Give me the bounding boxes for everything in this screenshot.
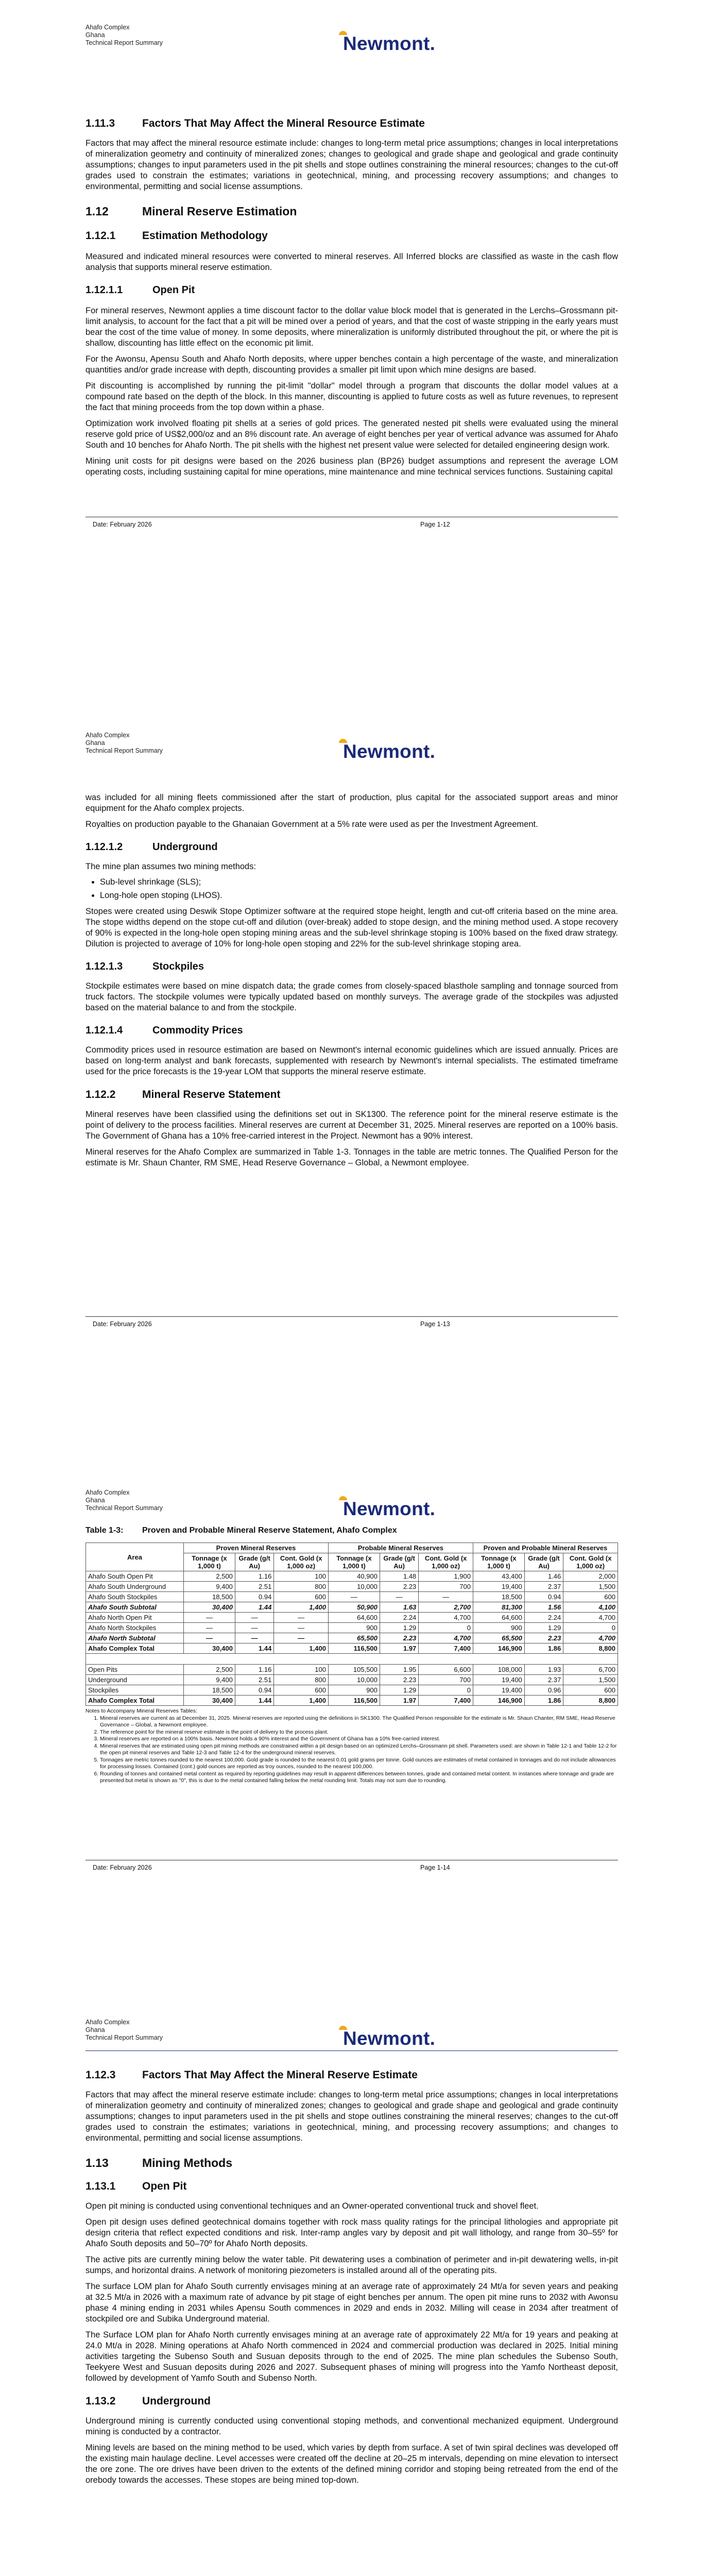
page-header <box>76 732 627 760</box>
table-cell: 600 <box>274 1592 329 1602</box>
table-cell: 8,800 <box>563 1643 618 1654</box>
table-cell: 1.48 <box>380 1571 418 1582</box>
paragraph: For the Awonsu, Apensu South and Ahafo North deposits, where upper benches contain a high percentage of the waste, and mineralization quantities and/or grade increase with depth, discounting provides a smaller pit limit upon which mine designs are based. <box>85 354 618 375</box>
table-cell: 18,500 <box>473 1592 524 1602</box>
table-row <box>86 1582 618 1592</box>
note-item: 6. Rounding of tonnes and contained metal content as required by reporting guidelines may result in apparent differences between tonnes, grade and contained metal content. In instances where tonnage and grade are presented but metal is shown as "0", this is due to the metal contained falling below the metal rounding limit. Totals may not sum due to rounding. <box>100 1771 618 1785</box>
notes-title: Notes to Accompany Mineral Reserves Tables: <box>85 1708 197 1714</box>
table-cell: 2,700 <box>419 1602 473 1613</box>
paragraph: Mining levels are based on the mining method to be used, which varies by depth from surface. A set of twin spiral declines was developed off the existing main haulage decline. Level accesses were created off the decline at 20–25 m intervals, depending on mine elevation to intersect the ore zone. The ore drives have been driven to the extents of the defined mining corridor and stoping being retreated from the end of the orebody towards the accesses. These stopes are being mined top-down. <box>85 2443 618 2485</box>
table-cell: 700 <box>419 1582 473 1592</box>
table-caption <box>85 1526 618 1535</box>
table-cell: 0 <box>419 1685 473 1696</box>
table-cell: 1.97 <box>380 1643 418 1654</box>
table-cell: 1.44 <box>235 1643 273 1654</box>
table-cell: 900 <box>328 1623 380 1633</box>
table-cell: 1,500 <box>563 1582 618 1592</box>
table-row-label: Ahafo South Underground <box>86 1582 184 1592</box>
table-cell: — <box>184 1623 235 1633</box>
table-row-label: Ahafo North Stockpiles <box>86 1623 184 1633</box>
header-text <box>85 1489 163 1512</box>
paragraph: For mineral reserves, Newmont applies a time discount factor to the dollar value block model that is generated in the Lerchs–Grossmann pit-limit analysis, to account for the fact that a pit will be mined over a period of years, and that the cost of waste stripping in the early years must bear the cost of the time value of money. In some deposits, where mineralization is uniformly distributed throughout the pit, or where the pit is shallow, discounting has little effect on the economic pit limit. <box>85 306 618 348</box>
section-heading: 1.12.1 Estimation Methodology <box>85 230 268 242</box>
table-cell: 30,400 <box>184 1696 235 1706</box>
paragraph: The Surface LOM plan for Ahafo North currently envisages mining at an average rate of approximately 22 Mt/a for 19 years and peaking at 24.0 Mt/a in 2028. Mining operations at Ahafo North commenced in 2024 and commercial production was declared in 2025. Initial mining activities targeting the Subenso South and Susuan deposits through to the end of 2025. The mine plan schedules the Subenso South, Teekyere West and Susuan deposits during 2026 and 2027. Subsequent phases of mining will progress into the Yamfo Northeast deposit, followed by development of Yamfo South and Subenso North. <box>85 2330 618 2383</box>
footer-date: Date: February 2026 <box>93 1320 152 1328</box>
table-cell: 1.56 <box>524 1602 563 1613</box>
table-cell: 40,900 <box>328 1571 380 1582</box>
table-cell: 1.29 <box>380 1685 418 1696</box>
table-cell: 30,400 <box>184 1643 235 1654</box>
header-text <box>85 2019 163 2042</box>
page-header <box>76 24 627 53</box>
page-header <box>76 1489 627 1518</box>
table-cell: 105,500 <box>328 1665 380 1675</box>
table-cell: 1.86 <box>524 1696 563 1706</box>
table-cell: 0.94 <box>235 1592 273 1602</box>
list-item: • Long-hole open stoping (LHOS). <box>100 889 618 902</box>
table-cell: 1.16 <box>235 1571 273 1582</box>
footer-page-number: Page 1-12 <box>420 521 450 528</box>
table-cell: 1.29 <box>524 1623 563 1633</box>
table-row <box>86 1633 618 1643</box>
table-cell: 0.96 <box>524 1685 563 1696</box>
table-cell: 900 <box>328 1685 380 1696</box>
table-cell: 1.46 <box>524 1571 563 1582</box>
table-cell: 2.23 <box>380 1675 418 1685</box>
table-cell: 146,900 <box>473 1643 524 1654</box>
table-cell: 2.23 <box>380 1633 418 1643</box>
table-cell: 10,000 <box>328 1675 380 1685</box>
table-cell: 0.94 <box>524 1592 563 1602</box>
table-row <box>86 1675 618 1685</box>
newmont-logo: Newmont. <box>343 1498 436 1519</box>
table-cell: — <box>184 1613 235 1623</box>
table-row-label: Ahafo North Subtotal <box>86 1633 184 1643</box>
table-header-cell: Grade (g/t Au) <box>235 1553 273 1571</box>
table-row <box>86 1685 618 1696</box>
table-cell: 2.51 <box>235 1582 273 1592</box>
header-country: Ghana <box>85 2026 105 2033</box>
footer-date: Date: February 2026 <box>93 521 152 528</box>
table-row-label: Ahafo South Subtotal <box>86 1602 184 1613</box>
table-row <box>86 1602 618 1613</box>
section-heading: 1.13 Mining Methods <box>85 2156 233 2170</box>
table-cell: 2.37 <box>524 1675 563 1685</box>
table-cell: 2.23 <box>380 1582 418 1592</box>
section-heading: 1.12.1.2 Underground <box>85 841 218 853</box>
note-item: 1. Mineral reserves are current as at December 31, 2025. Mineral reserves are reported using the definitions in SK1300. The Qualified Person responsible for the estimate is Mr. Shaun Chanter, RM SME, Head Reserve Governance – Global, a Newmont employee. <box>100 1715 618 1729</box>
table-cell: — <box>235 1623 273 1633</box>
table-cell: 18,500 <box>184 1592 235 1602</box>
table-spacer <box>86 1654 618 1665</box>
table-cell: 81,300 <box>473 1602 524 1613</box>
table-cell: 65,500 <box>328 1633 380 1643</box>
table-cell: 1.44 <box>235 1602 273 1613</box>
note-item: 5. Tonnages are metric tonnes rounded to the nearest 100,000. Gold grade is rounded to the nearest 0.01 gold grams per tonne. Gold ounces are estimates of metal contained in tonnages and do not include allowances for processing losses. Contained (cont.) gold ounces are reported as troy ounces, rounded to the nearest 100,000. <box>100 1757 618 1771</box>
page-1-14 <box>76 1489 627 1896</box>
header-company: Ahafo Complex <box>85 1489 130 1496</box>
table-row <box>86 1571 618 1582</box>
table-row <box>86 1623 618 1633</box>
table-row-label: Open Pits <box>86 1665 184 1675</box>
table-cell: 19,400 <box>473 1685 524 1696</box>
table-header-cell: Tonnage (x 1,000 t) <box>328 1553 380 1571</box>
paragraph: Underground mining is currently conducted using conventional stoping methods, and conventional mechanized equipment. Underground mining is conducted by a contractor. <box>85 2416 618 2436</box>
table-caption-number: Table 1-3: <box>85 1526 124 1535</box>
table-row-label: Ahafo Complex Total <box>86 1643 184 1654</box>
bullet-list <box>85 875 618 902</box>
table-cell: 8,800 <box>563 1696 618 1706</box>
paragraph: The active pits are currently mining below the water table. Pit dewatering uses a combination of perimeter and in-pit dewatering wells, in-pit sumps, and horizontal drains. A network of monitoring piezometers is installed around all of the operating pits. <box>85 2255 618 2275</box>
table-row-label: Ahafo North Open Pit <box>86 1613 184 1623</box>
notes-list <box>85 1715 618 1785</box>
section-heading: 1.12.1.1 Open Pit <box>85 284 195 296</box>
table-cell: — <box>274 1623 329 1633</box>
page-footer <box>85 1316 618 1328</box>
table-cell: — <box>235 1613 273 1623</box>
table-cell: 2.24 <box>380 1613 418 1623</box>
note-item: 4. Mineral reserves that are estimated using open pit mining methods are constrained within a pit design based on an optimized Lerchs–Grossmann pit shell. Parameters used: are shown in Table 12-1 and Table 12-2 for the open pit mineral reserves and Table 12-3 and Table 12-4 for the underground mineral reserves. <box>100 1743 618 1757</box>
table-cell: 800 <box>274 1675 329 1685</box>
table-header-cell: Tonnage (x 1,000 t) <box>184 1553 235 1571</box>
table-row <box>86 1665 618 1675</box>
table-cell: 43,400 <box>473 1571 524 1582</box>
table-header-cell: Cont. Gold (x 1,000 oz) <box>274 1553 329 1571</box>
list-item: • Sub-level shrinkage (SLS); <box>100 875 618 889</box>
table-cell: 1,900 <box>419 1571 473 1582</box>
table-body-by-area <box>86 1571 618 1654</box>
paragraph: Factors that may affect the mineral resource estimate include: changes to long-term metal price assumptions; changes in local interpretations of mineralization geometry and continuity of mineralized zones; changes to geological and grade shape and geological and grade continuity assumptions; changes to input parameters used in the pit shells and stope outlines constraining the mineral resources; changes to the cut-off grades used to constrain the estimates; variations in geotechnical, mining, and processing recovery assumptions; and changes to environmental, permitting and social license assumptions. <box>85 139 618 191</box>
table-header-cell: Cont. Gold (x 1,000 oz) <box>419 1553 473 1571</box>
section-heading: 1.12.1.4 Commodity Prices <box>85 1025 243 1036</box>
paragraph: Mining unit costs for pit designs were based on the 2026 business plan (BP26) budget assumptions and represent the average LOM operating costs, including sustaining capital for mine operations, mine maintenance and mine technical services functions. Sustaining capital <box>85 456 618 477</box>
table-cell: 64,600 <box>473 1613 524 1623</box>
table-cell: 64,600 <box>328 1613 380 1623</box>
table-cell: 600 <box>274 1685 329 1696</box>
paragraph: Mineral reserves for the Ahafo Complex are summarized in Table 1-3. Tonnages in the table are metric tonnes. The Qualified Person for the estimate is Mr. Shaun Chanter, RM SME, Head Reserve Governance – Global, a Newmont employee. <box>85 1147 618 1167</box>
table-cell: 1.97 <box>380 1696 418 1706</box>
table-cell: 4,700 <box>563 1633 618 1643</box>
table-row-label: Ahafo South Stockpiles <box>86 1592 184 1602</box>
table-cell: 146,900 <box>473 1696 524 1706</box>
table-cell: 65,500 <box>473 1633 524 1643</box>
table-cell: 1.44 <box>235 1696 273 1706</box>
table-cell: 0 <box>419 1623 473 1633</box>
table-cell: 600 <box>563 1685 618 1696</box>
table-cell: 1.16 <box>235 1665 273 1675</box>
reserve-table <box>85 1543 618 1706</box>
footer-date: Date: February 2026 <box>93 1864 152 1871</box>
table-cell: 2.23 <box>524 1633 563 1643</box>
table-row <box>86 1592 618 1602</box>
table-cell: — <box>274 1633 329 1643</box>
table-row-label: Ahafo South Open Pit <box>86 1571 184 1582</box>
table-row <box>86 1643 618 1654</box>
header-doc-type: Technical Report Summary <box>85 2034 163 2041</box>
table-header-cell: Proven and Probable Mineral Reserves <box>473 1543 618 1553</box>
table-header-cell: Grade (g/t Au) <box>380 1553 418 1571</box>
table-cell: 1.63 <box>380 1602 418 1613</box>
table-cell: 0.94 <box>235 1685 273 1696</box>
section-heading: 1.12.2 Mineral Reserve Statement <box>85 1089 281 1100</box>
table-cell: 50,900 <box>328 1602 380 1613</box>
table-header-cell: Grade (g/t Au) <box>524 1553 563 1571</box>
table-row-label: Ahafo Complex Total <box>86 1696 184 1706</box>
page-header <box>76 2019 627 2047</box>
header-company: Ahafo Complex <box>85 2019 130 2026</box>
paragraph: Mineral reserves have been classified using the definitions set out in SK1300. The reference point for the mineral reserve estimate is the point of delivery to the process facilities. Mineral reserves are current at December 31, 2025. Mineral reserves are reported on a 100% basis. The Government of Ghana has a 10% free-carried interest in the Project. Newmont has a 90% interest. <box>85 1110 618 1141</box>
paragraph: Pit discounting is accomplished by running the pit-limit "dollar" model through a program that discounts the dollar model values at a compound rate based on the depth of the block. In this manner, discounting is applied to future costs as well as future revenues, to represent the fact that mining proceeds from the top down within a phase. <box>85 381 618 412</box>
paragraph: Optimization work involved floating pit shells at a series of gold prices. The generated nested pit shells were evaluated using the mineral reserve gold price of US$2,000/oz and an 8% discount rate. An average of eight benches per year of vertical advance was assumed for Ahafo South and 10 benches for Ahafo North. The pit shells with the highest net present value were selected for detailed engineering design work. <box>85 419 618 450</box>
table-cell: 4,700 <box>419 1633 473 1643</box>
table-cell: 800 <box>274 1582 329 1592</box>
header-company: Ahafo Complex <box>85 732 130 739</box>
paragraph: Open pit design uses defined geotechnical domains together with rock mass quality ratings for the principal lithologies and appropriate pit design criteria that reflect expected conditions and risk. Inter-ramp angles vary by deposit and pit wall lithology, and range from 30–55º for Ahafo South deposits and 50–70º for Ahafo North deposits. <box>85 2217 618 2248</box>
table-cell: 900 <box>473 1623 524 1633</box>
table-cell: 10,000 <box>328 1582 380 1592</box>
header-company: Ahafo Complex <box>85 24 130 31</box>
header-text <box>85 24 163 47</box>
page-1-13 <box>76 732 627 1370</box>
table-cell: 4,700 <box>419 1613 473 1623</box>
table-cell: 0 <box>563 1623 618 1633</box>
footer-page-number: Page 1-14 <box>420 1864 450 1871</box>
table-row <box>86 1613 618 1623</box>
paragraph: Stopes were created using Deswik Stope Optimizer software at the required stope height, length and cut-off criteria based on the mine area. The stope widths depend on the stope cut-off and dilution (over-break) added to stope design, and the mining method used. A stope recovery of 90% is expected in the long-hole open stoping mining areas and the sub-level shrinkage stoping is 100% based on the fixed draw strategy. Dilution is projected to average of 10% for long-hole open stoping and 22% for the sub-level shrinkage stoping area. <box>85 907 618 948</box>
table-header-cell: Area <box>86 1543 184 1571</box>
table-caption-title: Proven and Probable Mineral Reserve Statement, Ahafo Complex <box>142 1526 397 1535</box>
table-cell: — <box>235 1633 273 1643</box>
page-1-15 <box>76 2019 627 2576</box>
table-cell: 7,400 <box>419 1643 473 1654</box>
table-cell: 100 <box>274 1571 329 1582</box>
table-cell: 1,400 <box>274 1602 329 1613</box>
table-cell: 2,500 <box>184 1571 235 1582</box>
header-doc-type: Technical Report Summary <box>85 1504 163 1512</box>
table-cell: 1,400 <box>274 1643 329 1654</box>
paragraph: Stockpile estimates were based on mine dispatch data; the grade comes from closely-spaced blasthole sampling and tonnage sourced from truck factors. The stockpile volumes were typically updated based on monthly surveys. The average grade of the stockpiles was adjusted based on the material balance to and from the stockpile. <box>85 981 618 1012</box>
table-row-label: Stockpiles <box>86 1685 184 1696</box>
newmont-logo: Newmont. <box>343 741 436 762</box>
table-cell: — <box>274 1613 329 1623</box>
section-heading: 1.11.3 Factors That May Affect the Mineral Resource Estimate <box>85 117 425 129</box>
table-cell: 600 <box>563 1592 618 1602</box>
table-cell: 116,500 <box>328 1696 380 1706</box>
paragraph: Factors that may affect the mineral reserve estimate include: changes to long-term metal price assumptions; changes in local interpretations of mineralization geometry and continuity of mineralized zones; changes to geological and grade shape and geological and grade continuity assumptions; changes to input parameters used in the pit shells and stope outlines constraining the mineral reserves; changes to the cut-off grades used to constrain the estimates; variations in geotechnical, mining, and processing recovery assumptions; and changes to environmental, permitting and social license assumptions. <box>85 2090 618 2143</box>
table-cell: 100 <box>274 1665 329 1675</box>
table-cell: 2.51 <box>235 1675 273 1685</box>
table-cell: 19,400 <box>473 1582 524 1592</box>
table-cell: 108,000 <box>473 1665 524 1675</box>
table-cell: 1.29 <box>380 1623 418 1633</box>
header-doc-type: Technical Report Summary <box>85 39 163 46</box>
paragraph: Measured and indicated mineral resources were converted to mineral reserves. All Inferred blocks are classified as waste in the cash flow analysis that supports mineral reserve estimation. <box>85 252 618 272</box>
paragraph: Royalties on production payable to the Ghanaian Government at a 5% rate were used as per the Investment Agreement. <box>85 820 538 829</box>
paragraph: was included for all mining fleets commissioned after the start of production, plus capital for the associated support areas and minor equipment for the Ahafo complex projects. <box>85 793 618 813</box>
table-cell: 1.86 <box>524 1643 563 1654</box>
header-doc-type: Technical Report Summary <box>85 747 163 754</box>
table-body-by-type <box>86 1665 618 1706</box>
table-cell: 1,400 <box>274 1696 329 1706</box>
section-heading: 1.12 Mineral Reserve Estimation <box>85 205 297 218</box>
table-row-label: Underground <box>86 1675 184 1685</box>
table-header-cell: Tonnage (x 1,000 t) <box>473 1553 524 1571</box>
table-header-cell: Probable Mineral Reserves <box>328 1543 473 1553</box>
table-cell: 2.37 <box>524 1582 563 1592</box>
newmont-logo: Newmont. <box>343 2028 436 2049</box>
table-cell: 19,400 <box>473 1675 524 1685</box>
note-item: 3. Mineral reserves are reported on a 100% basis. Newmont holds a 90% interest and the Government of Ghana has a 10% free-carried interest. <box>100 1736 618 1743</box>
page-1-12 <box>76 0 627 536</box>
table-cell: 18,500 <box>184 1685 235 1696</box>
table-cell: — <box>419 1592 473 1602</box>
header-country: Ghana <box>85 1497 105 1504</box>
table-cell: 2.24 <box>524 1613 563 1623</box>
section-heading: 1.12.1.3 Stockpiles <box>85 961 204 972</box>
table-cell: 2,000 <box>563 1571 618 1582</box>
table-cell: 30,400 <box>184 1602 235 1613</box>
header-text <box>85 732 163 755</box>
newmont-logo: Newmont. <box>343 33 436 54</box>
table-row <box>86 1696 618 1706</box>
table-cell: 4,100 <box>563 1602 618 1613</box>
section-heading: 1.13.2 Underground <box>85 2395 211 2407</box>
table-cell: 6,600 <box>419 1665 473 1675</box>
table-header-cell: Proven Mineral Reserves <box>184 1543 329 1553</box>
table-cell: — <box>328 1592 380 1602</box>
table-cell: 1.93 <box>524 1665 563 1675</box>
paragraph: Open pit mining is conducted using conventional techniques and an Owner-operated conventional truck and shovel fleet. <box>85 2201 539 2211</box>
note-item: 2. The reference point for the mineral reserve estimate is the point of delivery to the process plant. <box>100 1729 618 1736</box>
table-cell: 2,500 <box>184 1665 235 1675</box>
paragraph: The mine plan assumes two mining methods: <box>85 862 256 871</box>
table-cell: 1.95 <box>380 1665 418 1675</box>
table-cell: 7,400 <box>419 1696 473 1706</box>
footer-page-number: Page 1-13 <box>420 1320 450 1328</box>
table-cell: 116,500 <box>328 1643 380 1654</box>
header-country: Ghana <box>85 739 105 747</box>
section-heading: 1.13.1 Open Pit <box>85 2180 187 2192</box>
paragraph: The surface LOM plan for Ahafo South currently envisages mining at an average rate of approximately 24 Mt/a for seven years and peaking at 32.5 Mt/a in 2026 with a maximum rate of advance by pit stage of eight benches per annum. The open pit mine runs to 2032 with Awonsu phase 4 mining ending in 2031 whiles Apensu South commences in 2029 and ends in 2032. Milling will cease in 2034 after treatment of stockpiled ore and Subika Underground material. <box>85 2282 618 2324</box>
table-cell: 700 <box>419 1675 473 1685</box>
table-cell: 9,400 <box>184 1582 235 1592</box>
table-cell: — <box>184 1633 235 1643</box>
table-header-cell: Cont. Gold (x 1,000 oz) <box>563 1553 618 1571</box>
table-cell: 4,700 <box>563 1613 618 1623</box>
section-heading: 1.12.3 Factors That May Affect the Mineral Reserve Estimate <box>85 2069 418 2081</box>
header-rule <box>85 2050 618 2051</box>
table-cell: 9,400 <box>184 1675 235 1685</box>
table-cell: — <box>380 1592 418 1602</box>
table-cell: 1,500 <box>563 1675 618 1685</box>
header-country: Ghana <box>85 31 105 39</box>
paragraph: Commodity prices used in resource estimation are based on Newmont's internal economic guidelines which are issued annually. Prices are based on long-term analyst and bank forecasts, supplemented with research by Newmont's internal specialists. The estimated timeframe used for the price forecasts is the 19-year LOM that supports the mineral reserve estimate. <box>85 1045 618 1076</box>
table-cell: 6,700 <box>563 1665 618 1675</box>
table-notes <box>85 1708 618 1785</box>
